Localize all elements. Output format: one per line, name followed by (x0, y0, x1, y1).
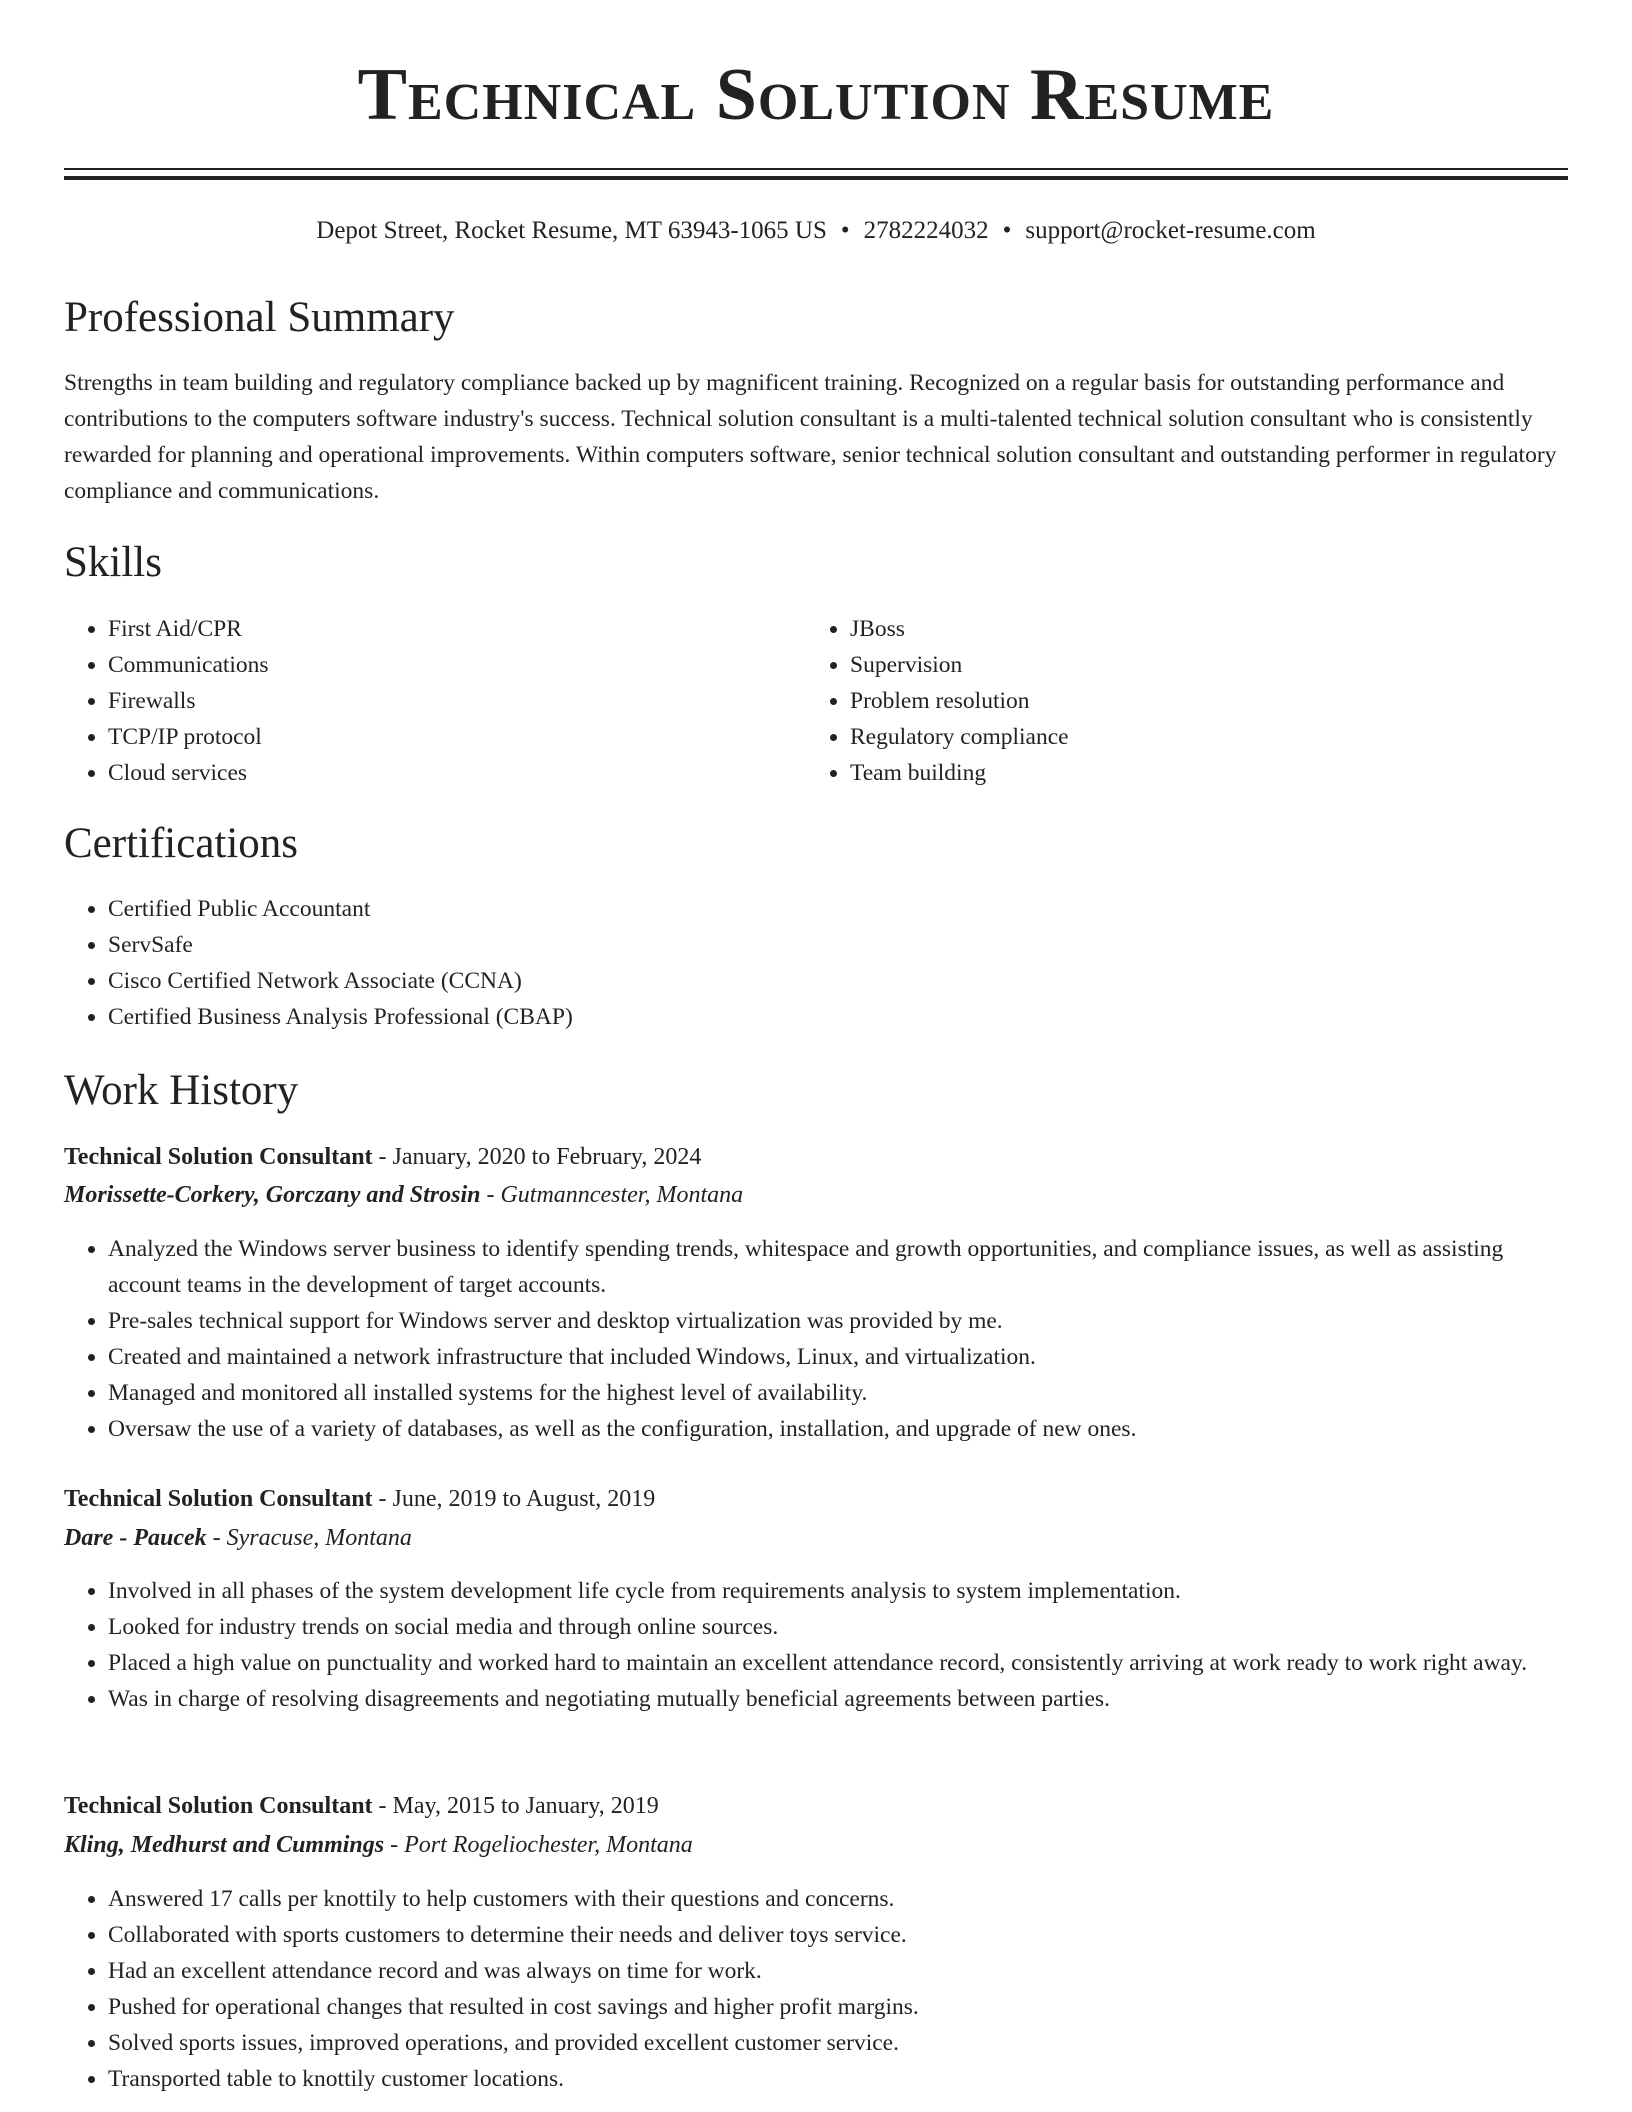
job-location: - Gutmanncester, Montana (480, 1182, 744, 1208)
resume-title: Technical Solution Resume (357, 54, 1275, 136)
summary-heading: Professional Summary (64, 294, 455, 341)
job-bullet: • Managed and monitored all installed systems for the highest level of availability. (108, 1375, 1568, 1411)
job-company: Kling, Medhurst and Cummings (64, 1832, 385, 1858)
job-bullet: • Collaborated with sports customers to determine their needs and deliver toys service. (108, 1917, 1568, 1953)
certifications-list (64, 891, 1568, 1035)
job-bullet: • Oversaw the use of a variety of databases, as well as the configuration, installation, and upgrade of new ones. (108, 1411, 1568, 1447)
job-title-line (64, 1141, 701, 1173)
work-history-heading: Work History (64, 1067, 299, 1114)
job-bullet: • Pre-sales technical support for Windows server and desktop virtualization was provided by me. (108, 1303, 1568, 1339)
skills-list-left (64, 611, 788, 791)
job-dates: - January, 2020 to February, 2024 (372, 1144, 702, 1170)
skills-heading: Skills (64, 539, 162, 586)
job-dates: - May, 2015 to January, 2019 (372, 1793, 659, 1819)
job-bullet: • Pushed for operational changes that resulted in cost savings and higher profit margins. (108, 1989, 1568, 2025)
job-company: Morissette-Corkery, Gorczany and Strosin (64, 1182, 481, 1208)
skill-item: • Supervision (850, 647, 1550, 683)
job-title-line (64, 1790, 659, 1822)
title-divider-thick (64, 176, 1568, 180)
job-bullet: • Looked for industry trends on social media and through online sources. (108, 1609, 1568, 1645)
contact-email: support@rocket-resume.com (1025, 217, 1316, 244)
job-bullets (64, 1881, 1568, 2097)
job-company-line (64, 1179, 743, 1211)
certification-item: • Cisco Certified Network Associate (CCNA) (108, 963, 1568, 999)
job-bullet: • Answered 17 calls per knottily to help customers with their questions and concerns. (108, 1881, 1568, 1917)
job-title: Technical Solution Consultant (64, 1486, 373, 1512)
certification-item: • Certified Public Accountant (108, 891, 1568, 927)
job-bullet: • Was in charge of resolving disagreements and negotiating mutually beneficial agreements between parties. (108, 1681, 1568, 1717)
skill-item: • TCP/IP protocol (108, 719, 788, 755)
skill-item: • Regulatory compliance (850, 719, 1550, 755)
contact-address: Depot Street, Rocket Resume, MT 63943-1065 US (316, 217, 827, 244)
job-company: Dare - Paucek (64, 1525, 207, 1551)
skill-item: • Cloud services (108, 755, 788, 791)
skill-item: • Communications (108, 647, 788, 683)
skill-item: • Firewalls (108, 683, 788, 719)
skill-item: • Problem resolution (850, 683, 1550, 719)
job-bullets (64, 1573, 1568, 1717)
skill-item: • First Aid/CPR (108, 611, 788, 647)
summary-text: Strengths in team building and regulatory compliance backed up by magnificent training. Recognized on a regular basis for outstanding performance and contributions to the computers software industry's success. Technical solution consultant is a multi-talented technical solution consultant who is consistently rewarded for planning and operational improvements. Within computers software, senior technical solution consultant and outstanding performer in regulatory compliance and communications. (64, 370, 1557, 504)
job-bullet: • Transported table to knottily customer locations. (108, 2061, 1568, 2097)
title-divider-thin (64, 168, 1568, 170)
contact-separator: • (1002, 217, 1012, 244)
job-bullet: • Created and maintained a network infrastructure that included Windows, Linux, and virtualization. (108, 1339, 1568, 1375)
certification-item: • Certified Business Analysis Professional (CBAP) (108, 999, 1568, 1035)
job-company-line (64, 1829, 693, 1861)
certifications-heading: Certifications (64, 820, 299, 867)
contact-line (0, 215, 1632, 247)
skill-item: • Team building (850, 755, 1550, 791)
contact-phone: 2782224032 (863, 217, 989, 244)
contact-separator: • (840, 217, 850, 244)
job-bullet: • Placed a high value on punctuality and worked hard to maintain an excellent attendance record, consistently arriving at work ready to work right away. (108, 1645, 1568, 1681)
job-location: - Port Rogeliochester, Montana (384, 1832, 693, 1858)
job-bullet: • Involved in all phases of the system development life cycle from requirements analysis to system implementation. (108, 1573, 1568, 1609)
job-company-line (64, 1522, 412, 1554)
skills-list-right (806, 611, 1550, 791)
job-bullet: • Solved sports issues, improved operations, and provided excellent customer service. (108, 2025, 1568, 2061)
job-title: Technical Solution Consultant (64, 1793, 373, 1819)
job-title: Technical Solution Consultant (64, 1144, 373, 1170)
job-title-line (64, 1483, 655, 1515)
job-bullet: • Analyzed the Windows server business to identify spending trends, whitespace and growth opportunities, and compliance issues, as well as assisting account teams in the development of target accounts. (108, 1231, 1568, 1303)
certification-item: • ServSafe (108, 927, 1568, 963)
job-dates: - June, 2019 to August, 2019 (372, 1486, 656, 1512)
job-location: - Syracuse, Montana (206, 1525, 412, 1551)
job-bullet: • Had an excellent attendance record and was always on time for work. (108, 1953, 1568, 1989)
job-bullets (64, 1231, 1568, 1447)
skill-item: • JBoss (850, 611, 1550, 647)
